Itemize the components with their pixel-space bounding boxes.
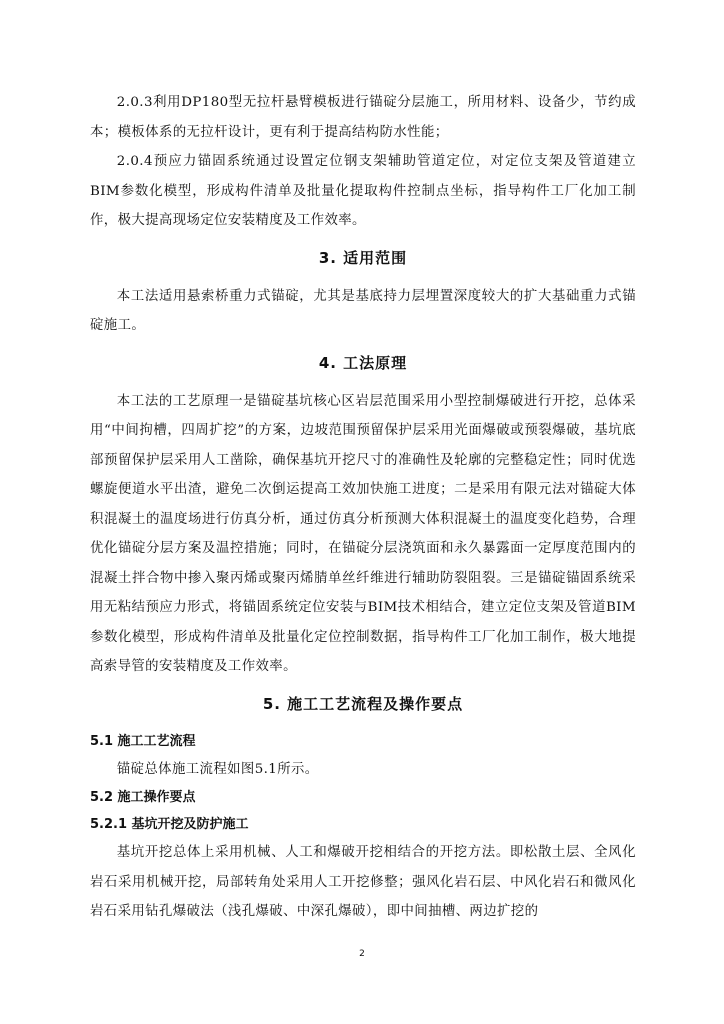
paragraph-2-0-3: 2.0.3利用DP180型无拉杆悬臂模板进行锚碇分层施工，所用材料、设备少，节约成本；模板体系的无拉杆设计，更有利于提高结构防水性能； xyxy=(90,95,636,140)
section-3-text: 本工法适用悬索桥重力式锚碇，尤其是基底持力层埋置深度较大的扩大基础重力式锚碇施工。 xyxy=(90,288,636,333)
paragraph-2-0-4: 2.0.4预应力锚固系统通过设置定位钢支架辅助管道定位，对定位支架及管道建立BIM参数化模型，形成构件清单及批量化提取构件控制点坐标，指导构件工厂化加工制作，极大提高现场定位安装精度及工作效率。 xyxy=(90,154,636,228)
subsection-5-1-heading: 5.1 施工工艺流程 xyxy=(90,733,196,749)
section-5-heading: 5. 施工工艺流程及操作要点 xyxy=(262,694,464,713)
page-body xyxy=(90,88,636,927)
section-4-text: 本工法的工艺原理一是锚碇基坑核心区岩层范围采用小型控制爆破进行开挖，总体采用“中间拘槽，四周扩挖”的方案，边坡范围预留保护层采用光面爆破或预裂爆破，基坑底部预留保护层采用人工凿除，确保基坑开挖尺寸的准确性及轮廓的完整稳定性；同时优选螺旋便道水平出渣，避免二次倒运提高工效加快施工进度；二是采用有限元法对锚碇大体积混凝土的温度场进行仿真分析，通过仿真分析预测大体积混凝土的温度变化趋势，合理优化锚碇分层方案及温控措施；同时，在锚碇分层浇筑面和永久暴露面一定厚度范围内的混凝土拌合物中掺入聚丙烯或聚丙烯腈单丝纤维进行辅助防裂阻裂。三是锚碇锚固系统采用无粘结预应力形式，将锚固系统定位安装与BIM技术相结合，建立定位支架及管道BIM参数化模型，形成构件清单及批量化定位控制数据，指导构件工厂化加工制作，极大地提高索导管的安装精度及工作效率。 xyxy=(90,393,636,674)
subsection-5-2-heading: 5.2 施工操作要点 xyxy=(90,790,196,805)
page-number: 2 xyxy=(359,949,365,959)
section-3-heading: 3. 适用范围 xyxy=(318,248,408,267)
subsection-5-2-1-heading: 5.2.1 基坑开挖及防护施工 xyxy=(90,817,249,832)
subsection-5-2-1-text: 基坑开挖总体上采用机械、人工和爆破开挖相结合的开挖方法。即松散土层、全风化岩石采用机械开挖，局部转角处采用人工开挖修整；强风化岩石层、中风化岩石和微风化岩石采用钻孔爆破法（浅孔爆破、中深孔爆破），即中间抽槽、两边扩挖的 xyxy=(90,845,636,919)
section-4-heading: 4. 工法原理 xyxy=(318,353,408,372)
subsection-5-1-text: 锚碇总体施工流程如图5.1所示。 xyxy=(116,761,319,777)
